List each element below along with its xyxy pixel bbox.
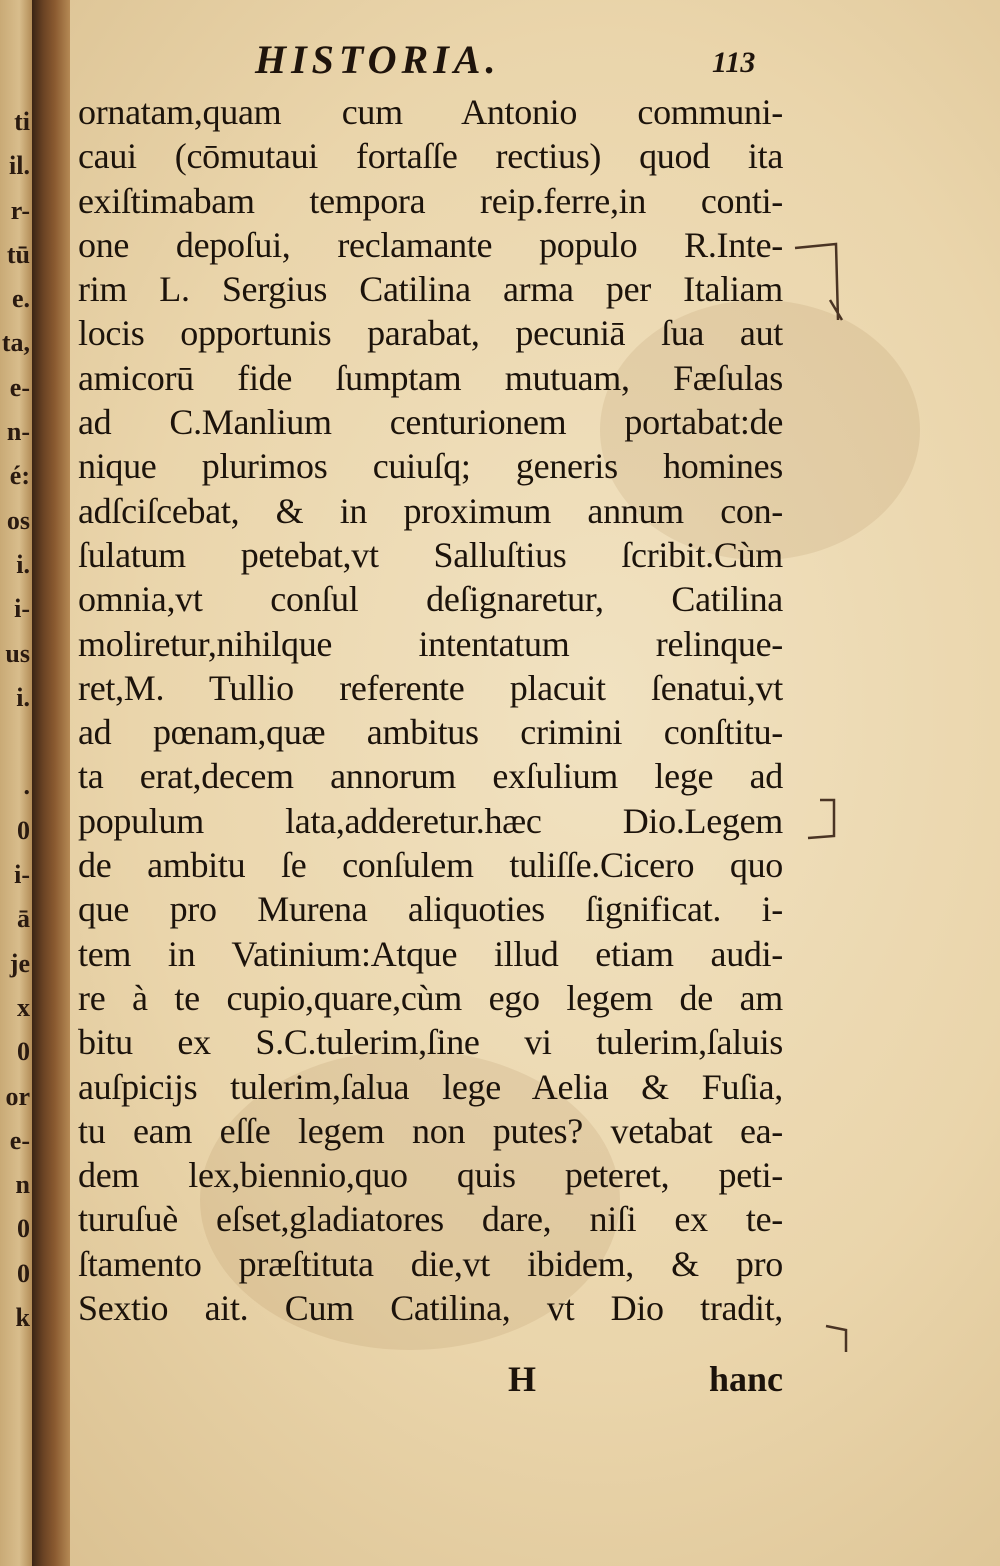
previous-page-fragment: e- — [9, 372, 30, 402]
book-binding-gutter — [32, 0, 70, 1566]
previous-page-fragment: i- — [14, 594, 30, 624]
previous-page-fragment: 0 — [17, 815, 30, 845]
previous-page-fragment: n — [15, 1170, 30, 1200]
previous-page-fragment — [0, 1340, 30, 1384]
previous-page-fragment: tū — [6, 239, 30, 269]
previous-page-fragment: e- — [9, 1125, 30, 1155]
previous-page-fragment: n- — [6, 417, 30, 447]
text-line: ret,M. Tullio referente placuit ſenatui,vt — [78, 667, 783, 708]
text-line: populum lata,adderetur.hæc Dio.Legem — [78, 800, 783, 841]
previous-page-fragment: je — [9, 948, 30, 978]
previous-page-fragment: os — [6, 505, 30, 535]
margin-bracket-mark — [808, 800, 834, 838]
text-line: ſtamento præſtituta die,vt ibidem, & pro — [78, 1243, 783, 1284]
text-line: rim L. Sergius Catilina arma per Italiam — [78, 269, 783, 310]
previous-page-fragment: 0 — [17, 1258, 30, 1288]
previous-page-fragment: e. — [11, 284, 30, 314]
previous-page-fragment: us — [5, 638, 30, 668]
text-line: de ambitu ſe conſulem tuliſſe.Cicero quo — [78, 845, 783, 886]
previous-page-fragment: k — [15, 1303, 30, 1333]
text-line: que pro Murena aliquoties ſignificat. i- — [78, 889, 783, 930]
previous-page-fragment: ti — [14, 107, 30, 136]
previous-page-fragment: 0 — [17, 1037, 30, 1067]
text-line: auſpicijs tulerim,ſalua lege Aelia & Fuſia, — [78, 1066, 783, 1107]
previous-page-fragment: i. — [16, 549, 30, 579]
text-line: ad pœnam,quæ ambitus crimini conſtitu- — [78, 712, 783, 753]
previous-page-fragment: ā — [17, 904, 30, 934]
text-line: ta erat,decem annorum exſulium lege ad — [78, 756, 783, 797]
text-line: one depoſui, reclamante populo R.Inte- — [78, 224, 783, 265]
text-line: locis opportunis parabat, pecuniā ſua aut — [78, 313, 783, 354]
previous-page-fragments — [0, 100, 30, 1385]
previous-page-fragment: é: — [9, 461, 30, 491]
previous-page-fragment: ta, — [1, 328, 30, 358]
previous-page-fragment: il. — [9, 151, 30, 181]
text-line: ornatam,quam cum Antonio communi- — [78, 92, 783, 132]
previous-page-fragment — [0, 720, 30, 764]
running-head: HISTORIA. — [255, 37, 501, 82]
text-line: turuſuè eſset,gladiatores dare, niſi ex te- — [78, 1199, 783, 1240]
previous-page-fragment: or — [5, 1081, 30, 1111]
page-number: 113 — [712, 46, 756, 79]
text-line: adſciſcebat, & in proximum annum con- — [78, 490, 783, 531]
previous-page-fragment: i. — [16, 682, 30, 712]
text-line: bitu ex S.C.tulerim,ſine vi tulerim,ſaluis — [78, 1022, 783, 1063]
margin-bracket-mark — [826, 1326, 846, 1352]
text-line: caui (cōmutaui fortaſſe rectius) quod ita — [78, 136, 783, 177]
text-line: tem in Vatinium:Atque illud etiam audi- — [78, 933, 783, 974]
text-line: dem lex,biennio,quo quis peteret, peti- — [78, 1155, 783, 1196]
text-line: omnia,vt conſul deſignaretur, Catilina — [78, 579, 783, 620]
text-line: re à te cupio,quare,cùm ego legem de am — [78, 977, 783, 1018]
text-line: exiſtimabam tempora reip.ferre,in conti- — [78, 180, 783, 221]
text-line: ad C.Manlium centurionem portabat:de — [78, 402, 783, 443]
previous-page-fragment: i- — [14, 860, 30, 890]
catchword: hanc — [708, 1359, 783, 1399]
previous-page-fragment: 0 — [17, 1214, 30, 1244]
previous-page-fragment: r- — [10, 195, 30, 225]
text-line: Sextio ait. Cum Catilina, vt Dio tradit, — [78, 1288, 783, 1329]
previous-page-fragment: x — [17, 992, 30, 1022]
text-line: amicorū fide ſumptam mutuam, Fæſulas — [78, 357, 783, 398]
text-line: ſulatum petebat,vt Salluſtius ſcribit.Cùm — [78, 534, 783, 575]
signature-mark: H — [508, 1359, 537, 1399]
body-text — [78, 90, 783, 1330]
text-line: moliretur,nihilque intentatum relinque- — [78, 623, 783, 664]
text-line: nique plurimos cuiuſq; generis homines — [78, 446, 783, 487]
text-line: tu eam eſſe legem non putes? vetabat ea- — [78, 1110, 783, 1151]
previous-page-fragment: . — [23, 771, 30, 801]
